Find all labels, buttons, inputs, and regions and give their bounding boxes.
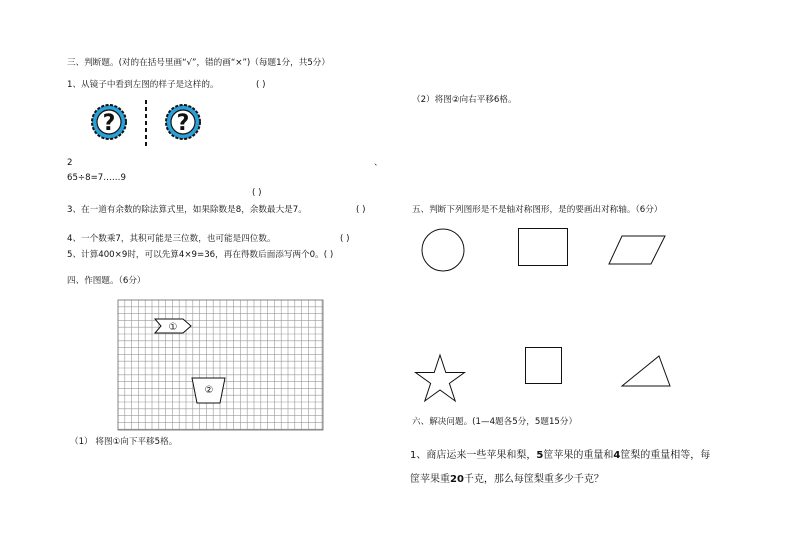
mirror-line: [144, 100, 148, 148]
rectangle-shape: [518, 228, 568, 266]
problem-1-line-2: [410, 473, 604, 486]
problem-1-number-b: 4: [613, 450, 621, 461]
translate-task-2: （2）将图②向右平移6格。: [412, 95, 517, 105]
section5-heading: 五、判断下列图形是不是轴对称图形，是的要画出对称轴。（6分）: [412, 205, 663, 215]
circle-shape: [421, 228, 465, 272]
question-mark-badge-icon-reflected: [164, 103, 202, 141]
square-shape: [525, 347, 563, 385]
problem-1-text-a: 1、商店运来一些苹果和梨，: [410, 450, 537, 461]
section6-heading: 六、解决问题。(1—4题各5分，5题15分）: [412, 417, 578, 427]
question-4: 4、一个数乘7，其积可能是三位数，也可能是四位数。: [67, 234, 276, 244]
shape-2-label: ②: [204, 385, 214, 396]
question-2-comma: 、: [374, 158, 383, 168]
question-2-answer-parens[interactable]: ( ): [252, 188, 262, 198]
question-mark-text: ?: [102, 111, 116, 136]
question-4-answer-parens[interactable]: ( ): [340, 234, 350, 244]
translate-task-1: （1） 将图①向下平移5格。: [70, 437, 178, 447]
question-mark-badge-icon: [90, 103, 128, 141]
question-3-answer-parens[interactable]: ( ): [356, 205, 366, 215]
shape-1-label: ①: [168, 322, 178, 333]
drawing-grid: [118, 300, 323, 430]
question-5: 5、计算400×9时，可以先算4×9=36，再在得数后面添写两个0。( ): [67, 250, 334, 260]
star-shape: [414, 354, 466, 402]
problem-1-number-a: 5: [536, 450, 544, 461]
question-2-expression: 65÷8=7……9: [67, 173, 126, 183]
question-mark-text: ?: [176, 111, 190, 136]
parallelogram-shape: [608, 235, 666, 265]
problem-1-text-d: 筐苹果重: [410, 474, 450, 485]
problem-1-number-c: 20: [450, 474, 464, 485]
section4-heading: 四、作图题。（6分）: [67, 276, 146, 286]
question-1-answer-parens[interactable]: ( ): [256, 80, 266, 90]
problem-1-text-c: 筐梨的重量相等，每: [620, 450, 711, 461]
section3-heading: 三、判断题。(对的在括号里画“√”，错的画“×”)（每题1分，共5分）: [67, 58, 330, 68]
problem-1-text-e: 千克，那么每筐梨重多少千克？: [463, 474, 604, 485]
question-3: 3、在一道有余数的除法算式里，如果除数是8，余数最大是7。: [67, 205, 307, 215]
question-2-number: 2: [67, 158, 73, 168]
problem-1-text-b: 筐苹果的重量和: [543, 450, 614, 461]
problem-1-line-1: [410, 449, 710, 462]
question-1: 1、从镜子中看到左图的样子是这样的。: [67, 80, 219, 90]
triangle-shape: [621, 355, 671, 387]
